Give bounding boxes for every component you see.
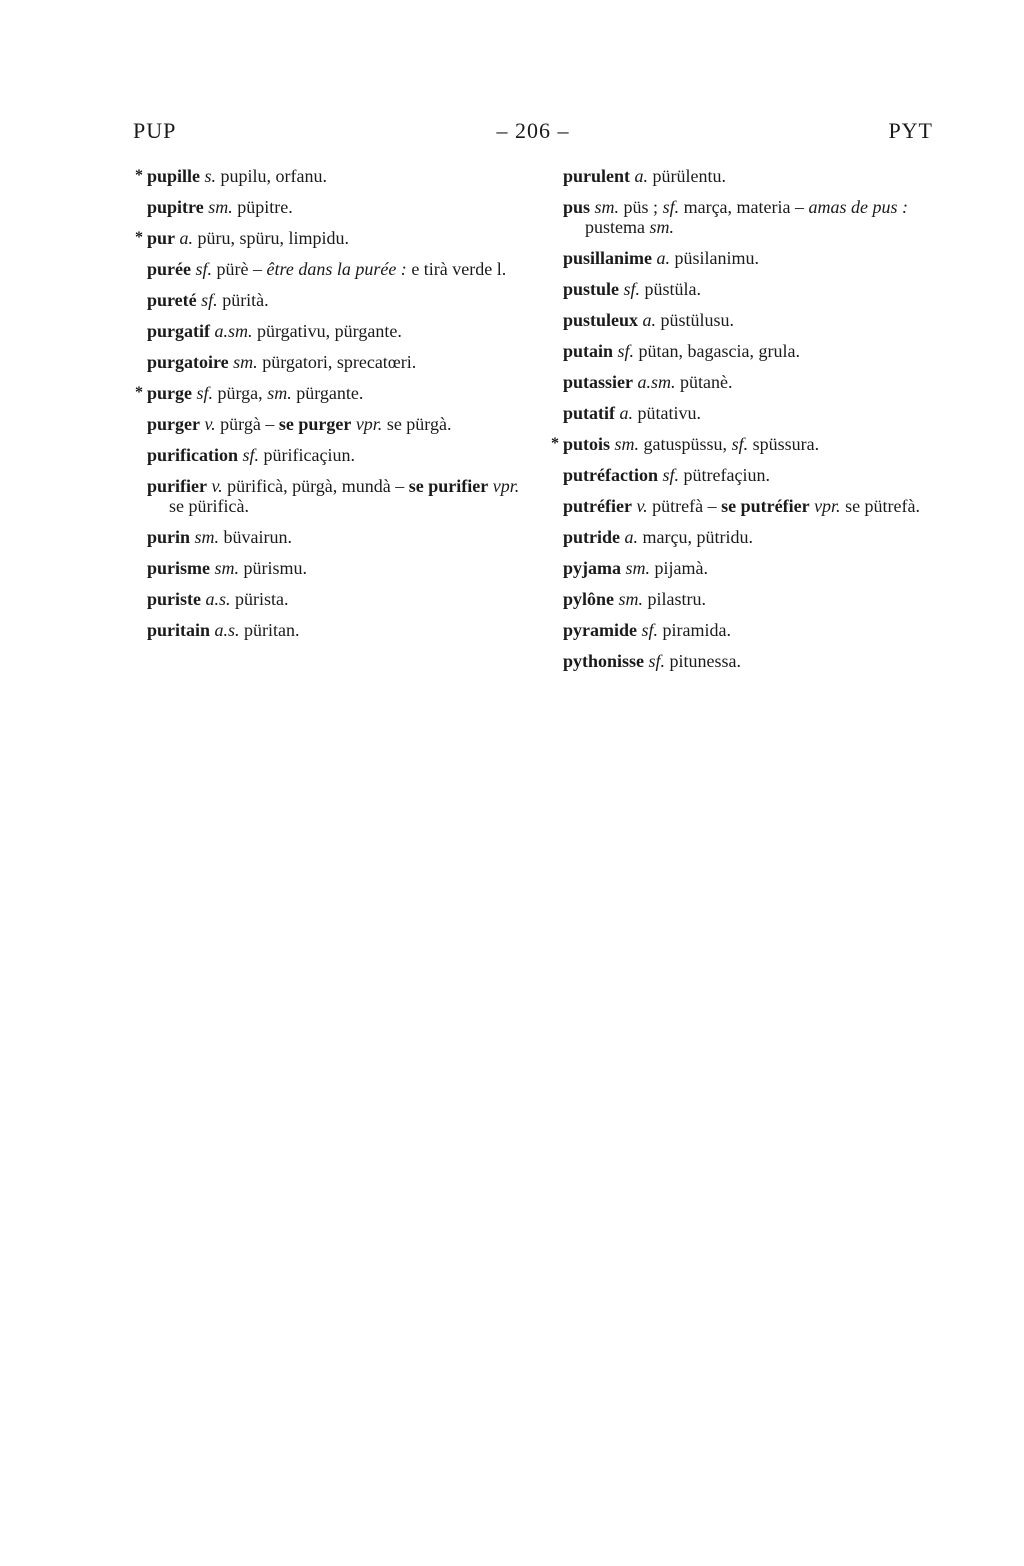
translation: piramida. bbox=[658, 620, 731, 640]
dictionary-entry bbox=[563, 197, 943, 237]
translation: pitunessa. bbox=[665, 651, 742, 671]
grammar-label: sm. bbox=[625, 558, 651, 578]
translation: pürificà, pürgà, mundà – bbox=[222, 476, 409, 496]
translation: püstülusu. bbox=[656, 310, 735, 330]
grammar-label: vpr. bbox=[488, 476, 520, 496]
translation: marça, materia – bbox=[679, 197, 809, 217]
translation: pütativu. bbox=[633, 403, 702, 423]
headword: pyramide bbox=[563, 620, 637, 640]
grammar-label: sf. bbox=[617, 341, 635, 361]
dictionary-entry bbox=[563, 372, 943, 392]
entry-marker: * bbox=[135, 229, 143, 246]
grammar-label: a.s. bbox=[205, 589, 231, 609]
translation: püru, spüru, limpidu. bbox=[193, 228, 350, 248]
grammar-label: sm. bbox=[194, 527, 220, 547]
translation: se pütrefà. bbox=[840, 496, 921, 516]
dictionary-entry bbox=[563, 496, 943, 516]
dictionary-entry bbox=[563, 248, 943, 268]
headword: pupille bbox=[147, 166, 201, 186]
right-column bbox=[551, 166, 943, 682]
dictionary-entry bbox=[147, 589, 527, 609]
headword: putréfier bbox=[563, 496, 632, 516]
dictionary-entry bbox=[563, 341, 943, 361]
phrase: se putréfier bbox=[721, 496, 810, 516]
headword: purin bbox=[147, 527, 191, 547]
translation: pürè – bbox=[212, 259, 267, 279]
headword: pustuleux bbox=[563, 310, 639, 330]
grammar-label: a.s. bbox=[214, 620, 240, 640]
translation: büvairun. bbox=[219, 527, 293, 547]
grammar-label: a. bbox=[634, 166, 649, 186]
grammar-label: vpr. bbox=[351, 414, 383, 434]
grammar-label: sm. bbox=[267, 383, 292, 403]
headword: pupitre bbox=[147, 197, 204, 217]
translation: marçu, pütridu. bbox=[638, 527, 753, 547]
translation: pürità. bbox=[217, 290, 269, 310]
grammar-label: sf. bbox=[641, 620, 659, 640]
translation: pütan, bagascia, grula. bbox=[634, 341, 800, 361]
grammar-label: sf. bbox=[195, 259, 213, 279]
dictionary-entry bbox=[135, 383, 527, 403]
translation: püs ; bbox=[619, 197, 663, 217]
dictionary-entry bbox=[563, 651, 943, 671]
headword: pustule bbox=[563, 279, 620, 299]
headword: purgatoire bbox=[147, 352, 229, 372]
translation: pürgà – bbox=[215, 414, 279, 434]
grammar-label: a. bbox=[656, 248, 671, 268]
headword: pyjama bbox=[563, 558, 621, 578]
headword: putois bbox=[563, 434, 611, 454]
grammar-label: sf. bbox=[623, 279, 641, 299]
grammar-label: sm. bbox=[594, 197, 620, 217]
grammar-label: sf. bbox=[242, 445, 260, 465]
translation: pürismu. bbox=[239, 558, 308, 578]
dictionary-entry bbox=[135, 166, 527, 186]
translation: püritan. bbox=[239, 620, 300, 640]
headword: purification bbox=[147, 445, 239, 465]
dictionary-entry bbox=[147, 290, 527, 310]
translation: pürgatori, sprecatœri. bbox=[257, 352, 417, 372]
translation: pürista. bbox=[230, 589, 289, 609]
grammar-label: sm. bbox=[233, 352, 258, 372]
dictionary-entry bbox=[147, 476, 527, 516]
headword: purulent bbox=[563, 166, 631, 186]
grammar-label: sf. bbox=[662, 197, 680, 217]
headword: pythonisse bbox=[563, 651, 645, 671]
translation: pürga, bbox=[213, 383, 268, 403]
headword: putatif bbox=[563, 403, 616, 423]
translation: pütanè. bbox=[675, 372, 733, 392]
dictionary-entry bbox=[563, 279, 943, 299]
grammar-label: sm. bbox=[208, 197, 233, 217]
dictionary-entry bbox=[147, 445, 527, 465]
translation: pustema bbox=[585, 217, 650, 237]
headword: pureté bbox=[147, 290, 197, 310]
headword: purée bbox=[147, 259, 191, 279]
grammar-label: sf. bbox=[648, 651, 666, 671]
translation: püpitre. bbox=[232, 197, 293, 217]
headword: puritain bbox=[147, 620, 211, 640]
entry-marker: * bbox=[551, 435, 559, 452]
translation: pürificaçiun. bbox=[259, 445, 355, 465]
dictionary-entry bbox=[563, 558, 943, 578]
dictionary-entry bbox=[563, 403, 943, 423]
phrase: amas de pus : bbox=[808, 197, 909, 217]
phrase: se purifier bbox=[408, 476, 489, 496]
grammar-label: sf. bbox=[196, 383, 214, 403]
translation: se pürgà. bbox=[382, 414, 452, 434]
grammar-label: sm. bbox=[214, 558, 240, 578]
translation: pürgante. bbox=[291, 383, 364, 403]
dictionary-entry bbox=[147, 321, 527, 341]
headword: pus bbox=[563, 197, 591, 217]
entry-marker: * bbox=[135, 384, 143, 401]
grammar-label: v. bbox=[211, 476, 223, 496]
headword: pusillanime bbox=[563, 248, 653, 268]
dictionary-entry bbox=[563, 166, 943, 186]
grammar-label: s. bbox=[204, 166, 217, 186]
translation: gatuspüssu, bbox=[639, 434, 732, 454]
headword: pur bbox=[147, 228, 176, 248]
headword: putassier bbox=[563, 372, 634, 392]
headword: puriste bbox=[147, 589, 201, 609]
translation: pütrefà – bbox=[647, 496, 722, 516]
grammar-label: sf. bbox=[201, 290, 218, 310]
dictionary-entry bbox=[147, 414, 527, 434]
grammar-label: v. bbox=[204, 414, 216, 434]
headword: pylône bbox=[563, 589, 615, 609]
dictionary-entry bbox=[563, 310, 943, 330]
grammar-label: sf. bbox=[731, 434, 749, 454]
phrase: être dans la purée : bbox=[266, 259, 407, 279]
grammar-label: sm. bbox=[618, 589, 644, 609]
grammar-label: v. bbox=[636, 496, 648, 516]
translation: e tirà verde l. bbox=[406, 259, 507, 279]
dictionary-entry bbox=[563, 465, 943, 485]
dictionary-entry bbox=[551, 434, 943, 454]
dictionary-entry bbox=[147, 197, 527, 217]
dictionary-entry bbox=[135, 228, 527, 248]
grammar-label: vpr. bbox=[809, 496, 841, 516]
headword: putride bbox=[563, 527, 621, 547]
grammar-label: a.sm. bbox=[214, 321, 253, 341]
translation: pupilu, orfanu. bbox=[216, 166, 328, 186]
dictionary-entry bbox=[147, 620, 527, 640]
dictionary-entry bbox=[563, 589, 943, 609]
grammar-label: sf. bbox=[662, 465, 679, 485]
page-number: – 206 – bbox=[496, 118, 570, 143]
phrase: se purger bbox=[278, 414, 352, 434]
header-right-guide-word: PYT bbox=[888, 118, 933, 143]
translation: spüssura. bbox=[748, 434, 820, 454]
left-column bbox=[135, 166, 527, 651]
dictionary-entry bbox=[147, 352, 527, 372]
translation: pürülentu. bbox=[648, 166, 727, 186]
translation: pütrefaçiun. bbox=[679, 465, 770, 485]
headword: purge bbox=[147, 383, 192, 403]
grammar-label: a. bbox=[624, 527, 639, 547]
grammar-label: sm. bbox=[614, 434, 640, 454]
running-head bbox=[133, 118, 933, 148]
headword: putain bbox=[563, 341, 614, 361]
grammar-label: a.sm. bbox=[637, 372, 676, 392]
translation: se pürificà. bbox=[169, 496, 249, 516]
translation: püsilanimu. bbox=[670, 248, 760, 268]
dictionary-entry bbox=[147, 558, 527, 578]
grammar-label: sm. bbox=[649, 217, 675, 237]
dictionary-entry bbox=[147, 527, 527, 547]
headword: putréfaction bbox=[563, 465, 658, 485]
headword: purifier bbox=[147, 476, 207, 496]
grammar-label: a. bbox=[619, 403, 634, 423]
headword: purgatif bbox=[147, 321, 210, 341]
translation: pilastru. bbox=[643, 589, 707, 609]
translation: pürgativu, pürgante. bbox=[252, 321, 402, 341]
headword: purisme bbox=[147, 558, 210, 578]
dictionary-entry bbox=[563, 527, 943, 547]
headword: purger bbox=[147, 414, 200, 434]
grammar-label: a. bbox=[642, 310, 657, 330]
dictionary-entry bbox=[147, 259, 527, 279]
header-left-guide-word: PUP bbox=[133, 118, 177, 143]
grammar-label: a. bbox=[179, 228, 194, 248]
dictionary-entry bbox=[563, 620, 943, 640]
translation: püstüla. bbox=[640, 279, 702, 299]
translation: pijamà. bbox=[650, 558, 708, 578]
entry-marker: * bbox=[135, 167, 143, 184]
